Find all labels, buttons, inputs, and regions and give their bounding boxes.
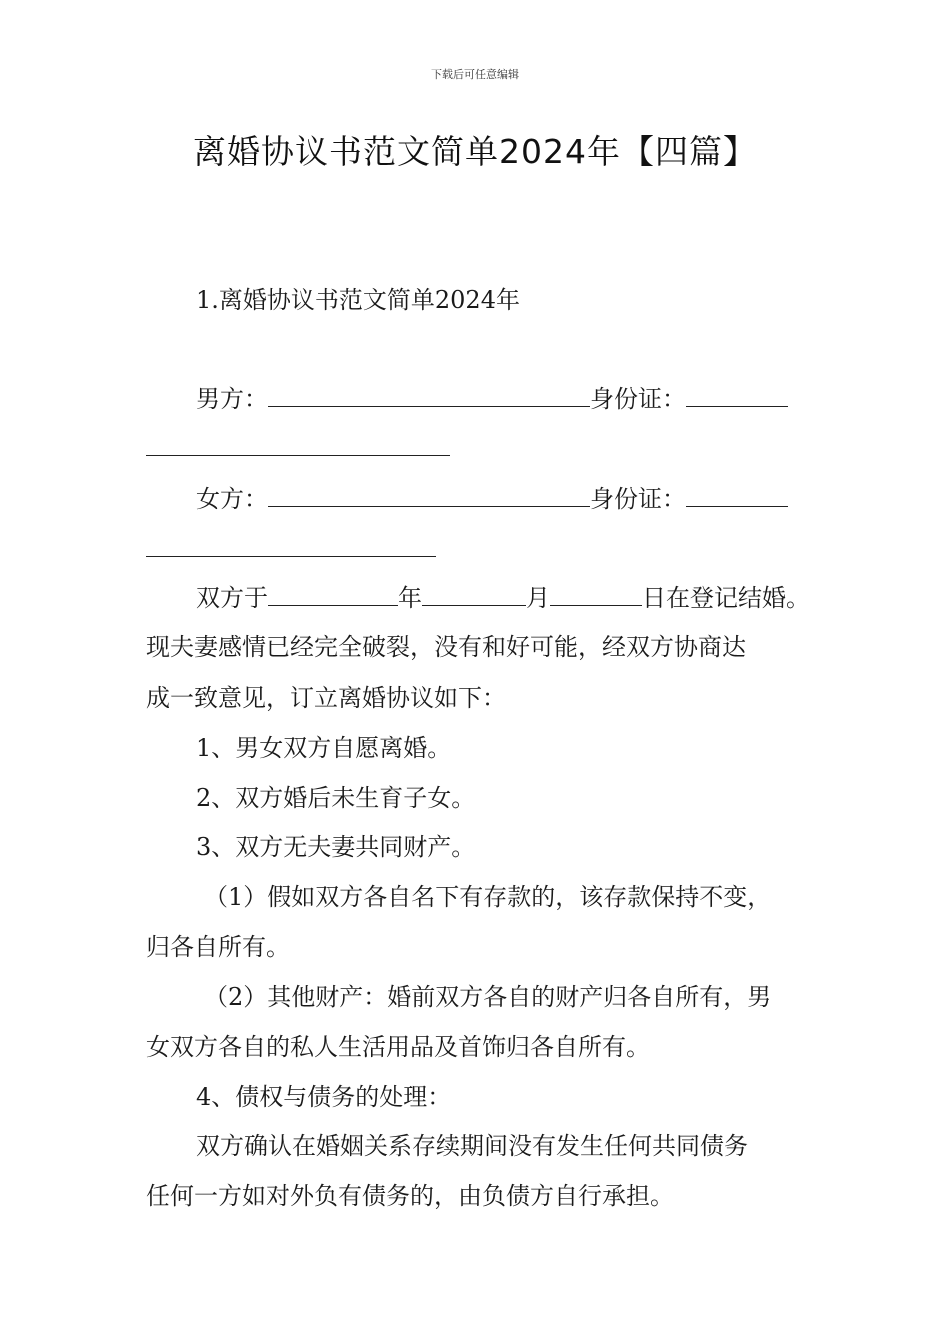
male-label: 男方： (196, 385, 268, 413)
female-label: 女方： (196, 485, 268, 513)
marriage-text-3: 月 (526, 584, 550, 612)
female-name-blank (268, 484, 590, 507)
female-row (196, 484, 788, 514)
female-id-blank-continued (146, 556, 436, 557)
male-row (196, 384, 788, 414)
month-blank (422, 583, 526, 606)
clause-1: 1、男女双方自愿离婚。 (196, 734, 452, 762)
male-id-label: 身份证： (590, 385, 686, 413)
male-name-blank (268, 384, 590, 407)
marriage-text-2: 年 (398, 584, 422, 612)
female-id-label: 身份证： (590, 485, 686, 513)
intro-line-2: 现夫妻感情已经完全破裂，没有和好可能，经双方协商达 (146, 633, 746, 661)
clause-4-line-2: 任何一方如对外负有债务的，由负债方自行承担。 (146, 1182, 674, 1210)
day-blank (550, 583, 642, 606)
clause-2: 2、双方婚后未生育子女。 (196, 784, 476, 812)
marriage-text-4: 日在登记结婚。 (642, 584, 810, 612)
clause-3: 3、双方无夫妻共同财产。 (196, 833, 476, 861)
header-note: 下载后可任意编辑 (431, 68, 519, 81)
clause-4-line-1: 双方确认在婚姻关系存续期间没有发生任何共同债务 (196, 1132, 748, 1160)
document-title: 离婚协议书范文简单2024年【四篇】 (193, 132, 757, 171)
clause-3-1-line-2: 归各自所有。 (146, 933, 290, 961)
marriage-date-line (196, 583, 810, 613)
clause-3-1-line-1: （1）假如双方各自名下有存款的，该存款保持不变， (204, 883, 772, 911)
male-id-blank-continued (146, 455, 450, 456)
female-id-blank (686, 484, 788, 507)
clause-3-2-line-2: 女双方各自的私人生活用品及首饰归各自所有。 (146, 1033, 650, 1061)
marriage-text-1: 双方于 (196, 584, 268, 612)
intro-line-3: 成一致意见，订立离婚协议如下： (146, 684, 506, 712)
clause-4: 4、债权与债务的处理： (196, 1083, 452, 1111)
clause-3-2-line-1: （2）其他财产：婚前双方各自的财产归各自所有，男 (204, 983, 772, 1011)
year-blank (268, 583, 398, 606)
section-heading: 1.离婚协议书范文简单2024年 (196, 286, 520, 314)
male-id-blank (686, 384, 788, 407)
